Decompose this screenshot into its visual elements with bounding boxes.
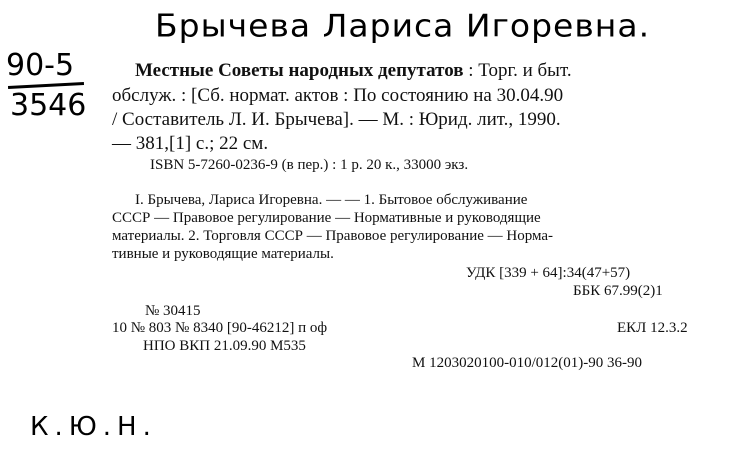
ekl-code: ЕКЛ 12.3.2: [617, 320, 688, 336]
handwritten-shelf-code: [6, 48, 87, 123]
card-number: № 30415: [145, 303, 201, 319]
isbn-line: ISBN 5-7260-0236-9 (в пер.) : 1 р. 20 к., 33000 экз.: [150, 157, 469, 173]
record-title-rest: : Торг. и быт.: [468, 60, 572, 81]
subjects-line-3: материалы. 2. Торговля СССР — Правовое регулирование — Норма-: [112, 228, 554, 244]
record-title: Местные Советы народных депутатов: [135, 60, 464, 81]
record-title-line: [135, 60, 572, 82]
bbk-code: ББК 67.99(2)1: [573, 283, 663, 299]
subjects-line-1: I. Брычева, Лариса Игоревна. — — 1. Бытовое обслуживание: [135, 192, 528, 208]
npo-line: НПО ВКП 21.09.90 М535: [143, 338, 306, 354]
handwritten-author-name: Брычева Лариса Игоревна.: [155, 6, 651, 45]
handwritten-initials: К.Ю.Н.: [30, 412, 157, 442]
shelf-code-bottom: 3546: [10, 88, 87, 123]
m-code-line: М 1203020100-010/012(01)-90 36-90: [412, 355, 642, 371]
udk-code: УДК [339 + 64]:34(47+57): [466, 265, 631, 281]
record-line-4: — 381,[1] с.; 22 см.: [112, 133, 269, 154]
subjects-line-4: тивные и руководящие материалы.: [112, 246, 334, 262]
shelf-code-top: 90-5: [6, 48, 75, 83]
record-line-2: обслуж. : [Сб. нормат. актов : По состоянию на 30.04.90: [112, 85, 564, 106]
record-line-3: / Составитель Л. И. Брычева]. — М. : Юрид. лит., 1990.: [112, 109, 561, 130]
subjects-line-2: СССР — Правовое регулирование — Нормативные и руководящие: [112, 210, 541, 226]
footer-line-2: 10 № 803 № 8340 [90-46212] п оф: [112, 320, 328, 336]
